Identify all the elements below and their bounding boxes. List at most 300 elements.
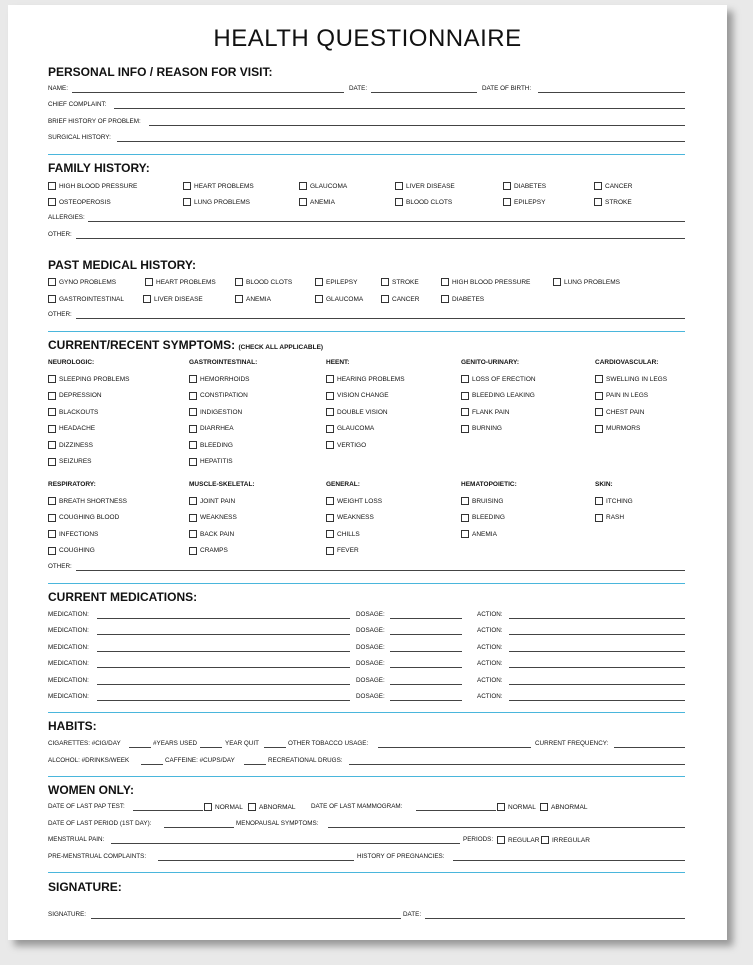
symptom-checkbox[interactable]: [461, 497, 503, 505]
symptom-checkbox[interactable]: [48, 514, 119, 522]
action-label: ACTION:: [477, 627, 503, 635]
name-label: NAME:: [48, 85, 68, 92]
checkbox-box[interactable]: [189, 458, 197, 466]
dosage-label: DOSAGE:: [356, 643, 385, 651]
checkbox-label: CHEST PAIN: [606, 408, 645, 416]
family-checkbox[interactable]: [48, 182, 137, 190]
medication-field[interactable]: [97, 667, 350, 668]
family-checkbox[interactable]: [183, 198, 250, 206]
checkbox-label: INDIGESTION: [200, 408, 243, 416]
symptoms-other-field[interactable]: [76, 570, 685, 571]
checkbox-box[interactable]: [395, 198, 403, 206]
section-medications-heading: CURRENT MEDICATIONS:: [48, 590, 198, 604]
checkbox-box[interactable]: [189, 375, 197, 383]
name-field[interactable]: [72, 92, 344, 93]
checkbox-box[interactable]: [48, 278, 56, 286]
checkbox-box[interactable]: [299, 198, 307, 206]
allergies-field[interactable]: [88, 221, 685, 222]
checkbox-label: WEAKNESS: [337, 514, 374, 521]
section-divider: [48, 331, 685, 332]
section-divider: [48, 872, 685, 873]
mammo-abnormal-checkbox[interactable]: [540, 803, 587, 811]
checkbox-label: BLEEDING: [472, 514, 505, 521]
family-checkbox[interactable]: [299, 182, 347, 190]
dosage-field[interactable]: [390, 634, 462, 635]
family-checkbox[interactable]: [503, 198, 545, 206]
checkbox-label: LIVER DISEASE: [406, 182, 455, 190]
date-label: DATE:: [349, 85, 368, 92]
symptom-checkbox[interactable]: [595, 514, 624, 522]
mammo-normal-checkbox[interactable]: [497, 803, 536, 811]
pap-abnormal-checkbox[interactable]: [248, 803, 295, 811]
checkbox-box[interactable]: [497, 803, 505, 811]
checkbox-box[interactable]: [595, 497, 603, 505]
checkbox-box[interactable]: [441, 295, 449, 303]
checkbox-label: HEPATITIS: [200, 458, 233, 465]
checkbox-label: BURNING: [472, 425, 502, 432]
section-signature-heading: SIGNATURE:: [48, 880, 122, 894]
medication-field[interactable]: [97, 634, 350, 635]
checkbox-box[interactable]: [48, 441, 56, 449]
checkbox-label: PAIN IN LEGS: [606, 392, 649, 399]
pms-label: PRE-MENSTRUAL COMPLAINTS:: [48, 853, 147, 860]
past-checkbox[interactable]: [145, 278, 216, 286]
symptom-checkbox[interactable]: [48, 497, 127, 505]
checkbox-label: DOUBLE VISION: [337, 408, 388, 416]
symptom-checkbox[interactable]: [189, 514, 237, 522]
symptom-checkbox[interactable]: [595, 408, 644, 416]
symptom-category-label: CARDIOVASCULAR:: [595, 359, 659, 366]
checkbox-label: MURMORS: [606, 425, 641, 432]
symptom-checkbox[interactable]: [48, 547, 95, 555]
checkbox-label: WEIGHT LOSS: [337, 497, 383, 505]
family-checkbox[interactable]: [299, 198, 335, 206]
symptom-category-label: GENITO-URINARY:: [461, 359, 520, 366]
checkbox-box[interactable]: [553, 278, 561, 286]
checkbox-label: LIVER DISEASE: [154, 295, 203, 303]
checkbox-box[interactable]: [503, 182, 511, 190]
checkbox-box[interactable]: [189, 441, 197, 449]
checkbox-box[interactable]: [595, 514, 603, 522]
symptom-checkbox[interactable]: [326, 514, 374, 522]
last-period-label: DATE OF LAST PERIOD (1ST DAY):: [48, 820, 152, 827]
checkbox-box[interactable]: [145, 278, 153, 286]
date-field[interactable]: [371, 92, 477, 93]
checkbox-box[interactable]: [183, 182, 191, 190]
symptom-checkbox[interactable]: [189, 530, 234, 538]
action-label: ACTION:: [477, 643, 503, 651]
mammogram-field[interactable]: [416, 810, 496, 811]
past-checkbox[interactable]: [441, 295, 484, 303]
symptom-checkbox[interactable]: [189, 497, 235, 505]
family-other-label: OTHER:: [48, 231, 72, 238]
signature-date-field[interactable]: [425, 918, 685, 919]
dosage-label: DOSAGE:: [356, 676, 385, 684]
checkbox-box[interactable]: [48, 514, 56, 522]
checkbox-box[interactable]: [540, 803, 548, 811]
checkbox-box[interactable]: [189, 425, 197, 433]
symptom-checkbox[interactable]: [595, 425, 640, 433]
checkbox-label: JOINT PAIN: [200, 497, 236, 505]
symptom-category-label: GASTROINTESTINAL:: [189, 359, 258, 366]
signature-date-label: DATE:: [403, 911, 422, 918]
checkbox-label: BREATH SHORTNESS: [59, 497, 128, 505]
checkbox-box[interactable]: [461, 530, 469, 538]
checkbox-box[interactable]: [441, 278, 449, 286]
checkbox-label: VERTIGO: [337, 441, 367, 449]
symptom-category-label: GENERAL:: [326, 481, 360, 488]
chief-complaint-label: CHIEF COMPLAINT:: [48, 101, 107, 108]
symptom-checkbox[interactable]: [189, 408, 242, 416]
checkbox-box[interactable]: [326, 441, 334, 449]
checkbox-box[interactable]: [541, 836, 549, 844]
checkbox-label: RASH: [606, 514, 625, 521]
symptom-category-label: SKIN:: [595, 481, 613, 488]
checkbox-box[interactable]: [595, 425, 603, 433]
symptom-checkbox[interactable]: [48, 392, 102, 400]
checkbox-label: HEART PROBLEMS: [194, 182, 254, 190]
regular-checkbox[interactable]: [497, 836, 539, 844]
other-tobacco-label: OTHER TOBACCO USAGE:: [288, 740, 369, 747]
checkbox-label: LOSS OF ERECTION: [472, 375, 536, 383]
pap-normal-checkbox[interactable]: [204, 803, 243, 811]
checkbox-box[interactable]: [461, 375, 469, 383]
dob-field[interactable]: [538, 92, 685, 93]
dosage-field[interactable]: [390, 700, 462, 701]
symptom-checkbox[interactable]: [326, 392, 389, 400]
dosage-label: DOSAGE:: [356, 693, 385, 700]
family-checkbox[interactable]: [594, 182, 632, 190]
checkbox-label: COUGHING: [59, 547, 95, 554]
checkbox-box[interactable]: [381, 295, 389, 303]
surgical-history-field[interactable]: [117, 141, 685, 142]
caffeine-label: CAFFEINE: #CUPS/DAY: [165, 757, 235, 764]
checkbox-box[interactable]: [315, 278, 323, 286]
medication-field[interactable]: [97, 684, 350, 685]
dosage-field[interactable]: [390, 684, 462, 685]
signature-field[interactable]: [91, 918, 401, 919]
allergies-label: ALLERGIES:: [48, 214, 85, 221]
past-checkbox[interactable]: [235, 278, 292, 286]
action-field[interactable]: [509, 700, 685, 701]
symptom-checkbox[interactable]: [461, 392, 535, 400]
irregular-checkbox[interactable]: [541, 836, 590, 844]
symptom-checkbox[interactable]: [48, 375, 129, 383]
family-checkbox[interactable]: [48, 198, 111, 206]
checkbox-box[interactable]: [497, 836, 505, 844]
checkbox-label: DIABETES: [452, 295, 485, 303]
current-frequency-field[interactable]: [614, 747, 685, 748]
symptom-checkbox[interactable]: [48, 458, 92, 466]
checkbox-box[interactable]: [326, 514, 334, 522]
checkbox-box[interactable]: [48, 530, 56, 538]
dosage-field[interactable]: [390, 618, 462, 619]
checkbox-box[interactable]: [189, 514, 197, 522]
checkbox-label: DIABETES: [514, 182, 547, 190]
past-checkbox[interactable]: [48, 295, 124, 303]
checkbox-box[interactable]: [461, 425, 469, 433]
checkbox-box[interactable]: [48, 425, 56, 433]
checkbox-label: BLOOD CLOTS: [246, 278, 293, 286]
action-field[interactable]: [509, 667, 685, 668]
checkbox-box[interactable]: [315, 295, 323, 303]
symptom-checkbox[interactable]: [48, 408, 98, 416]
symptom-checkbox[interactable]: [595, 375, 667, 383]
signature-label: SIGNATURE:: [48, 911, 87, 918]
symptom-checkbox[interactable]: [189, 425, 234, 433]
past-checkbox[interactable]: [441, 278, 530, 286]
section-women-heading: WOMEN ONLY:: [48, 783, 134, 797]
checkbox-label: GYNO PROBLEMS: [59, 278, 117, 286]
section-divider: [48, 583, 685, 584]
symptom-category-label: MUSCLE-SKELETAL:: [189, 481, 255, 488]
symptom-checkbox[interactable]: [189, 547, 228, 555]
checkbox-label: SEIZURES: [59, 458, 92, 465]
checkbox-label: FLANK PAIN: [472, 408, 510, 416]
checkbox-label: ANEMIA: [246, 295, 271, 303]
checkbox-box[interactable]: [595, 408, 603, 416]
checkbox-label: ANEMIA: [472, 530, 497, 538]
checkbox-label: ITCHING: [606, 497, 633, 505]
medication-label: MEDICATION:: [48, 693, 89, 700]
checkbox-label: STROKE: [605, 198, 632, 206]
cigarettes-field[interactable]: [129, 747, 151, 748]
checkbox-box[interactable]: [189, 547, 197, 555]
checkbox-box[interactable]: [48, 295, 56, 303]
dosage-label: DOSAGE:: [356, 660, 385, 668]
checkbox-box[interactable]: [189, 497, 197, 505]
checkbox-box[interactable]: [299, 182, 307, 190]
checkbox-box[interactable]: [594, 182, 602, 190]
checkbox-box[interactable]: [461, 514, 469, 522]
past-checkbox[interactable]: [381, 295, 419, 303]
symptom-category-label: NEUROLOGIC:: [48, 359, 95, 366]
checkbox-box[interactable]: [235, 278, 243, 286]
pap-test-field[interactable]: [133, 810, 203, 811]
symptom-checkbox[interactable]: [326, 375, 405, 383]
family-checkbox[interactable]: [395, 198, 452, 206]
section-habits-heading: HABITS:: [48, 719, 97, 733]
past-checkbox[interactable]: [315, 295, 363, 303]
action-field[interactable]: [509, 634, 685, 635]
alcohol-field[interactable]: [141, 764, 163, 765]
checkbox-box[interactable]: [48, 547, 56, 555]
family-checkbox[interactable]: [503, 182, 546, 190]
dosage-field[interactable]: [390, 651, 462, 652]
symptom-checkbox[interactable]: [461, 514, 505, 522]
medication-field[interactable]: [97, 618, 350, 619]
checkbox-box[interactable]: [326, 497, 334, 505]
checkbox-box[interactable]: [381, 278, 389, 286]
section-divider: [48, 776, 685, 777]
symptom-checkbox[interactable]: [48, 441, 93, 449]
symptom-checkbox[interactable]: [461, 408, 509, 416]
pms-field[interactable]: [158, 860, 354, 861]
symptom-checkbox[interactable]: [48, 425, 95, 433]
symptom-checkbox[interactable]: [48, 530, 98, 538]
checkbox-box[interactable]: [48, 198, 56, 206]
checkbox-box[interactable]: [326, 547, 334, 555]
pregnancies-field[interactable]: [453, 860, 685, 861]
symptom-checkbox[interactable]: [326, 441, 366, 449]
symptom-checkbox[interactable]: [189, 458, 233, 466]
checkbox-label: BACK PAIN: [200, 530, 235, 538]
dob-label: DATE OF BIRTH:: [482, 85, 532, 92]
checkbox-label: EPILEPSY: [514, 198, 546, 206]
checkbox-label: SLEEPING PROBLEMS: [59, 375, 130, 383]
recreational-drugs-label: RECREATIONAL DRUGS:: [268, 757, 343, 764]
checkbox-box[interactable]: [235, 295, 243, 303]
checkbox-label: HEART PROBLEMS: [156, 278, 216, 286]
checkbox-label: BLOOD CLOTS: [406, 198, 453, 206]
family-checkbox[interactable]: [594, 198, 632, 206]
menstrual-pain-field[interactable]: [111, 843, 460, 844]
other-tobacco-field[interactable]: [378, 747, 531, 748]
checkbox-box[interactable]: [143, 295, 151, 303]
past-checkbox[interactable]: [553, 278, 620, 286]
family-checkbox[interactable]: [183, 182, 254, 190]
symptom-checkbox[interactable]: [326, 497, 382, 505]
checkbox-box[interactable]: [48, 392, 56, 400]
periods-label: PERIODS:: [463, 836, 494, 843]
checkbox-box[interactable]: [48, 408, 56, 416]
past-other-label: OTHER:: [48, 311, 72, 318]
checkbox-box[interactable]: [594, 198, 602, 206]
checkbox-box[interactable]: [189, 530, 197, 538]
checkbox-label: HEADACHE: [59, 425, 96, 432]
checkbox-box[interactable]: [595, 375, 603, 383]
past-checkbox[interactable]: [235, 295, 271, 303]
section-divider: [48, 712, 685, 713]
medication-field[interactable]: [97, 700, 350, 701]
checkbox-label: CRAMPS: [200, 547, 228, 554]
checkbox-box[interactable]: [326, 375, 334, 383]
checkbox-box[interactable]: [48, 375, 56, 383]
checkbox-box[interactable]: [183, 198, 191, 206]
family-other-field[interactable]: [76, 238, 685, 239]
checkbox-box[interactable]: [326, 425, 334, 433]
symptom-checkbox[interactable]: [189, 441, 233, 449]
action-label: ACTION:: [477, 676, 503, 684]
checkbox-label: STROKE: [392, 278, 419, 286]
symptom-checkbox[interactable]: [189, 392, 248, 400]
current-frequency-label: CURRENT FREQUENCY:: [535, 740, 609, 747]
last-period-field[interactable]: [164, 827, 234, 828]
dosage-field[interactable]: [390, 667, 462, 668]
checkbox-box[interactable]: [204, 803, 212, 811]
cigarettes-label: CIGARETTES: #CIG/DAY: [48, 740, 121, 747]
past-checkbox[interactable]: [48, 278, 116, 286]
checkbox-label: IRREGULAR: [552, 836, 590, 844]
checkbox-label: LUNG PROBLEMS: [194, 198, 250, 206]
checkbox-box[interactable]: [189, 408, 197, 416]
symptom-checkbox[interactable]: [326, 408, 388, 416]
recreational-drugs-field[interactable]: [349, 764, 685, 765]
past-checkbox[interactable]: [381, 278, 419, 286]
dosage-label: DOSAGE:: [356, 611, 385, 618]
checkbox-box[interactable]: [461, 392, 469, 400]
caffeine-field[interactable]: [244, 764, 266, 765]
section-personal-heading: PERSONAL INFO / REASON FOR VISIT:: [48, 65, 273, 79]
past-other-field[interactable]: [76, 318, 685, 319]
checkbox-box[interactable]: [326, 408, 334, 416]
family-checkbox[interactable]: [395, 182, 455, 190]
symptoms-other-label: OTHER:: [48, 563, 72, 570]
symptoms-title: CURRENT/RECENT SYMPTOMS:: [48, 338, 236, 352]
checkbox-box[interactable]: [248, 803, 256, 811]
checkbox-box[interactable]: [503, 198, 511, 206]
checkbox-label: ABNORMAL: [551, 803, 588, 811]
symptom-checkbox[interactable]: [461, 530, 497, 538]
checkbox-label: CANCER: [392, 295, 420, 303]
mammogram-label: DATE OF LAST MAMMOGRAM:: [311, 803, 403, 810]
checkbox-label: COUGHING BLOOD: [59, 514, 120, 521]
checkbox-label: INFECTIONS: [59, 530, 99, 538]
checkbox-label: BLEEDING LEAKING: [472, 392, 535, 399]
checkbox-label: CANCER: [605, 182, 633, 190]
section-past-heading: PAST MEDICAL HISTORY:: [48, 258, 197, 272]
year-quit-field[interactable]: [264, 747, 286, 748]
brief-history-label: BRIEF HISTORY OF PROBLEM:: [48, 118, 141, 125]
brief-history-field[interactable]: [149, 125, 685, 126]
past-checkbox[interactable]: [143, 295, 203, 303]
checkbox-box[interactable]: [395, 182, 403, 190]
symptom-checkbox[interactable]: [595, 392, 648, 400]
checkbox-label: GLAUCOMA: [310, 182, 348, 190]
checkbox-box[interactable]: [189, 392, 197, 400]
checkbox-label: BLACKOUTS: [59, 408, 99, 416]
symptom-checkbox[interactable]: [595, 497, 633, 505]
symptom-checkbox[interactable]: [326, 547, 359, 555]
past-checkbox[interactable]: [315, 278, 357, 286]
checkbox-box[interactable]: [48, 458, 56, 466]
checkbox-box[interactable]: [48, 182, 56, 190]
checkbox-box[interactable]: [326, 392, 334, 400]
section-symptoms-heading: [48, 338, 323, 352]
medication-label: MEDICATION:: [48, 611, 89, 618]
years-used-field[interactable]: [200, 747, 222, 748]
chief-complaint-field[interactable]: [114, 108, 685, 109]
pap-test-label: DATE OF LAST PAP TEST:: [48, 803, 125, 810]
action-label: ACTION:: [477, 693, 503, 700]
checkbox-box[interactable]: [461, 497, 469, 505]
action-field[interactable]: [509, 684, 685, 685]
menopausal-label: MENOPAUSAL SYMPTOMS:: [236, 820, 319, 827]
action-label: ACTION:: [477, 660, 503, 668]
action-field[interactable]: [509, 618, 685, 619]
symptom-checkbox[interactable]: [461, 425, 502, 433]
checkbox-label: DIARRHEA: [200, 425, 234, 432]
action-field[interactable]: [509, 651, 685, 652]
symptom-checkbox[interactable]: [326, 530, 360, 538]
checkbox-box[interactable]: [595, 392, 603, 400]
menopausal-field[interactable]: [328, 827, 685, 828]
questionnaire-page: [8, 5, 727, 940]
checkbox-label: NORMAL: [508, 803, 536, 811]
symptom-checkbox[interactable]: [326, 425, 374, 433]
checkbox-label: DEPRESSION: [59, 392, 102, 399]
medication-field[interactable]: [97, 651, 350, 652]
checkbox-label: SWELLING IN LEGS: [606, 375, 668, 383]
page-title: HEALTH QUESTIONNAIRE: [213, 25, 522, 52]
symptom-checkbox[interactable]: [189, 375, 249, 383]
checkbox-box[interactable]: [461, 408, 469, 416]
checkbox-box[interactable]: [326, 530, 334, 538]
checkbox-label: GASTROINTESTINAL: [59, 295, 125, 303]
checkbox-box[interactable]: [48, 497, 56, 505]
symptom-checkbox[interactable]: [461, 375, 536, 383]
checkbox-label: NORMAL: [215, 803, 243, 811]
